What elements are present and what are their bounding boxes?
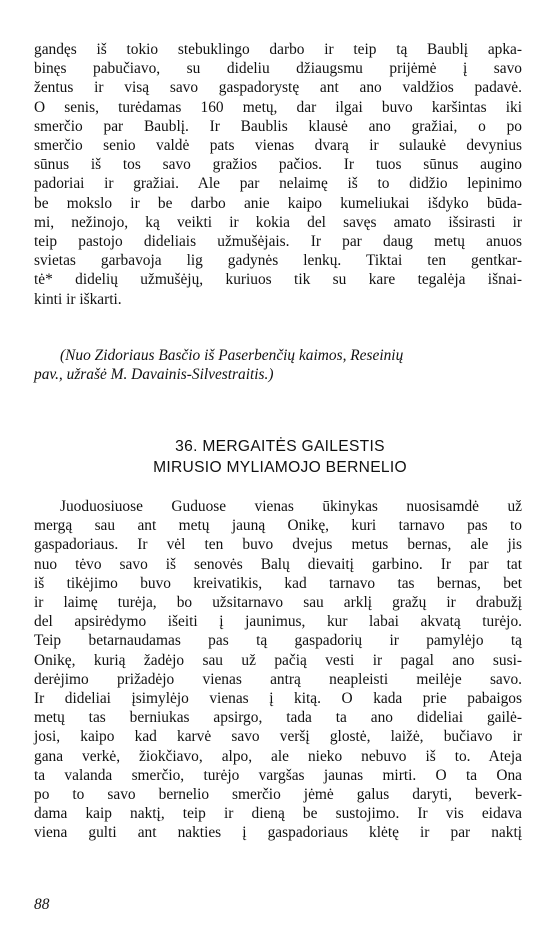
text-line: binęs pabučiavo, su dideliu džiaugsmu prijėmė į savo <box>34 60 522 78</box>
text-line: Juoduosiuose Guduose vienas ūkinykas nuosisamdė už <box>60 498 522 515</box>
text-line: Ir dideliai įsimylėjo vienas į kitą. O kada prie pabaigos <box>34 690 522 708</box>
text-line: iš tikėjimo buvo kreivatikis, kad tarnavo tas bernas, bet <box>34 574 522 592</box>
text-line: po to savo bernelio smerčio jėmė galus daryti, beverk- <box>34 786 522 804</box>
text-line: tė* didelių užmušėjų, kuriuos tik su kare tegalėja išnai- <box>34 271 522 289</box>
text-line: mi, nežinojo, ką veikti ir kokia del savęs amato išsirasti ir <box>34 213 522 231</box>
text-line: kinti ir iškarti. <box>34 290 122 308</box>
text-line: mergą sau ant metų jauną Onikę, kuri tarnavo pas to <box>34 517 522 535</box>
text-line: svietas garbavoja lig gadynės lenkų. Tiktai ten gentkar- <box>34 252 522 270</box>
text-line: Onikę, kurią žadėjo sau už pačią vesti ir pagal ano susi- <box>34 651 522 669</box>
text-line: metų tas berniukas apsirgo, tada ta ano dideliai gailė- <box>34 709 522 727</box>
text-line: be mokslo ir be darbo anie kaipo kumeliukai išdyko būda- <box>34 194 522 212</box>
text-line: gandęs iš tokio stebuklingo darbo ir teip tą Baublį apka- <box>34 41 522 58</box>
text-line: josi, kaipo kad karvė savo veršį glostė, laižė, bučiavo ir <box>34 728 522 746</box>
text-line: O senis, turėdamas 160 metų, dar ilgai buvo karšintas iki <box>34 98 522 116</box>
heading-line: MIRUSIO MYLIAMOJO BERNELIO <box>153 459 407 476</box>
page-number: 88 <box>34 896 50 913</box>
text-line: gaspadoriaus. Ir vėl ten buvo dvejus metus bernas, ale jis <box>34 536 522 554</box>
paragraph-1 <box>34 40 522 309</box>
text-line: viena gulti ant nakties į gaspadoriaus klėtę ir par naktį <box>34 824 522 842</box>
text-line: smerčio par Baublį. Ir Baublis klausė ano gražiai, o po <box>34 117 522 135</box>
text-line: ta valanda smerčio, turėjo vargšas jaunas mirti. O ta Ona <box>34 766 522 784</box>
heading-line: 36. MERGAITĖS GAILESTIS <box>175 438 385 455</box>
text-line: ir laimę turėja, bo užsitarnavo sau arklį gražų ir drabužį <box>34 594 522 612</box>
text-line: gana verkė, žiokčiavo, alpo, ale nieko nebuvo iš to. Ateja <box>34 747 522 765</box>
source-note <box>34 346 522 384</box>
text-line: žentus ir visą savo gaspadorystę ant ano valdžios padavė. <box>34 79 522 97</box>
text-line: teip pastojo dideliais užmušėjais. Ir par daug metų anuos <box>34 233 522 251</box>
text-line: nuo tėvo savo iš senovės Balų dievaitį garbino. Ir par tat <box>34 555 522 573</box>
text-line: Teip betarnaudamas pas tą gaspadorių ir pamylėjo tą <box>34 632 522 650</box>
source-note-line: (Nuo Zidoriaus Basčio iš Paserbenčių kaimos, Reseinių <box>60 347 404 364</box>
story-heading <box>0 436 560 478</box>
source-note-line: pav., užrašė M. Davainis-Silvestraitis.) <box>34 366 274 384</box>
text-line: dama kaip naktį, teip ir dieną be sustojimo. Ir vis eidava <box>34 805 522 823</box>
text-line: smerčio senio valdė pats vienas dvarą ir sulaukė devynius <box>34 137 522 155</box>
text-line: sūnus iš tos savo gražios pačios. Ir tuos sūnus augino <box>34 156 522 174</box>
paragraph-2 <box>34 497 522 843</box>
text-line: del apsirėdymo išeiti į jaunimus, kur labai akvatą turėjo. <box>34 613 522 631</box>
text-line: padoriai ir gražiai. Ale par nelaimę iš to didžio lepinimo <box>34 175 522 193</box>
text-line: derėjimo prižadėjo vienas antrą neapleisti meilėje savo. <box>34 670 522 688</box>
